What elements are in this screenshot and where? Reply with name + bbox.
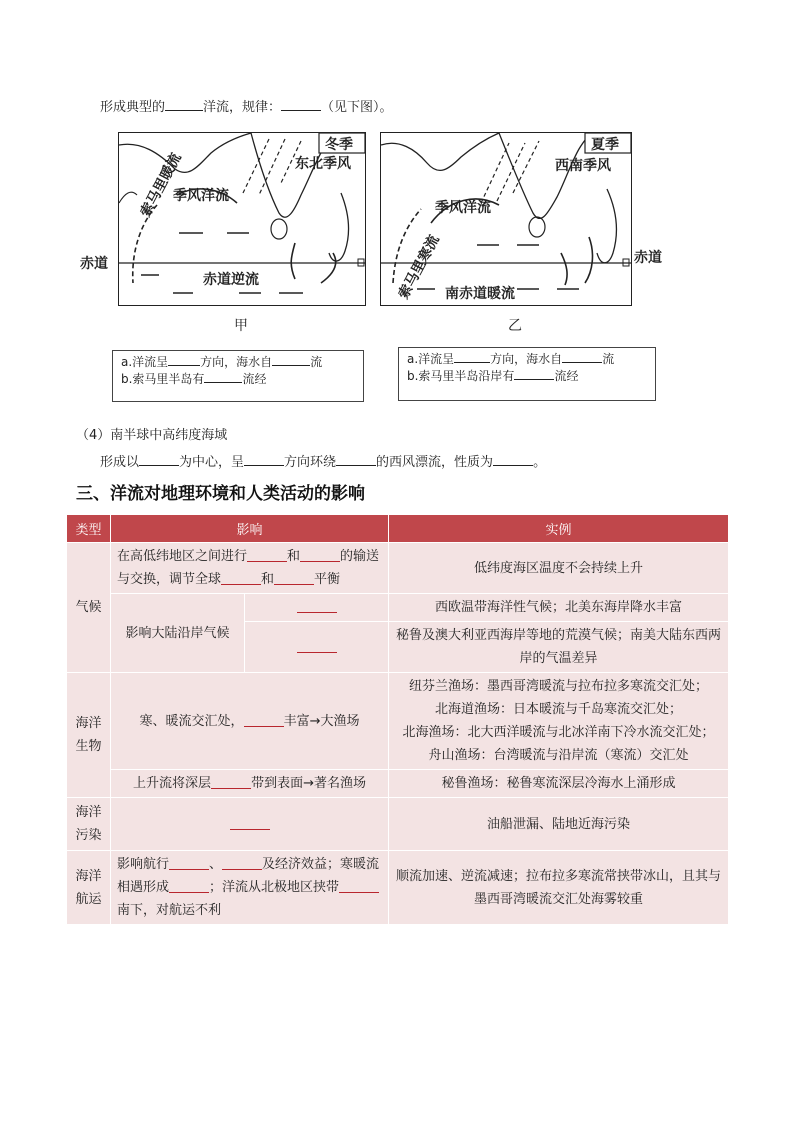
sec4-text: 的西风漂流，性质为: [376, 455, 494, 470]
cell-text: 平衡: [314, 572, 341, 587]
intro-text-1: 形成典型的: [100, 100, 166, 115]
influence-cell: 影响大陆沿岸气候: [111, 594, 245, 673]
sec4-text: 方向环绕: [284, 455, 337, 470]
blank: [274, 570, 314, 585]
equator-label-left: 赤道: [80, 256, 108, 272]
wind-label: 西南季风: [555, 158, 611, 174]
section-heading: 三、洋流对地理环境和人类活动的影响: [76, 484, 365, 504]
note-text: 流经: [242, 372, 267, 386]
intro-text-2: 洋流，规律：: [203, 100, 282, 115]
blank: [281, 97, 321, 111]
wind-label: 东北季风: [295, 156, 351, 172]
map-winter: [118, 132, 366, 306]
somali-current-label: 索马里寒流: [395, 232, 443, 302]
type-cell: 气候: [67, 543, 111, 673]
influence-cell: [111, 770, 389, 798]
season-label: 夏季: [591, 137, 619, 153]
header-type: 类型: [67, 515, 111, 543]
map-label-yi: 乙: [508, 318, 522, 334]
note-box-right: [398, 347, 656, 401]
note-box-left: [112, 350, 364, 402]
table-header-row: [67, 515, 729, 543]
header-influence: 影响: [111, 515, 389, 543]
sec4-text: 。: [533, 455, 547, 470]
cell-text: 带到表面→著名渔场: [251, 776, 366, 791]
influence-cell: [245, 622, 389, 673]
cell-text: 、: [209, 857, 223, 872]
blank: [244, 712, 284, 727]
table-row: [67, 798, 729, 851]
blank: [139, 452, 179, 466]
blank: [222, 855, 262, 870]
example-cell: 顺流加速、逆流减速；拉布拉多寒流常挟带冰山，且其与墨西哥湾暖流交汇处海雾较重: [389, 851, 729, 925]
example-line: 纽芬兰渔场：墨西哥湾暖流与拉布拉多寒流交汇处；: [409, 679, 709, 694]
table-row: [67, 673, 729, 770]
cell-text: 在高低纬地区之间进行: [117, 549, 248, 564]
note-text: b.索马里半岛有: [121, 372, 205, 386]
south-current-label: 南赤道暖流: [445, 286, 515, 302]
influence-cell: [111, 851, 389, 925]
example-cell: 秘鲁渔场：秘鲁寒流深层冷海水上涌形成: [389, 770, 729, 798]
blank: [272, 354, 310, 366]
example-cell: 秘鲁及澳大利亚西海岸等地的荒漠气候；南美大陆东西两岸的气温差异: [389, 622, 729, 673]
type-cell: 海洋生物: [67, 673, 111, 798]
somali-current-label: 索马里暖流: [137, 150, 185, 220]
note-text: 流: [310, 355, 323, 369]
cell-text: 和: [287, 549, 301, 564]
map-summer: [380, 132, 632, 306]
table-row: [67, 594, 729, 622]
blank: [230, 815, 270, 830]
influence-cell: [245, 594, 389, 622]
influence-cell: [111, 798, 389, 851]
equator-label-right: 赤道: [634, 250, 662, 266]
cell-text: ；洋流从北极地区挟带: [209, 880, 340, 895]
type-cell: 海洋污染: [67, 798, 111, 851]
influence-cell: [111, 543, 389, 594]
sec4-line: [100, 451, 546, 470]
blank: [204, 371, 242, 383]
intro-line: [100, 96, 393, 115]
influence-cell: [111, 673, 389, 770]
note-text: 流经: [554, 369, 579, 383]
example-cell: [389, 673, 729, 770]
blank: [168, 354, 200, 366]
note-text: 方向，海水自: [490, 352, 563, 366]
cell-text: 及经济效益；寒暖流相遇形成: [117, 857, 380, 895]
table-row: [67, 851, 729, 925]
note-text: a.洋流呈: [121, 355, 169, 369]
cell-text: 上升流将深层: [133, 776, 212, 791]
season-label: 冬季: [325, 137, 353, 153]
blank: [562, 351, 602, 363]
note-text: b.索马里半岛沿岸有: [407, 369, 515, 383]
cell-text: 南下，对航运不利: [117, 903, 222, 918]
blank: [493, 452, 533, 466]
blank: [169, 855, 209, 870]
blank: [244, 452, 284, 466]
cell-text: 影响航行: [117, 857, 170, 872]
influence-table: [66, 514, 729, 925]
blank: [297, 638, 337, 653]
example-line: 舟山渔场：台湾暖流与沿岸流（寒流）交汇处: [428, 748, 689, 763]
sec4-text: 形成以: [100, 455, 140, 470]
sec4-title: （4）南半球中高纬度海域: [76, 428, 228, 443]
cell-text: 寒、暖流交汇处，: [139, 713, 244, 729]
map-label-jia: 甲: [234, 318, 248, 334]
blank: [514, 368, 554, 380]
blank: [454, 351, 490, 363]
blank: [297, 598, 337, 613]
blank: [300, 547, 340, 562]
type-cell: 海洋航运: [67, 851, 111, 925]
example-line: 北海渔场：北大西洋暖流与北冰洋南下冷水流交汇处；: [402, 725, 715, 740]
monsoon-current-label: 季风洋流: [435, 200, 491, 216]
example-cell: 西欧温带海洋性气候；北美东海岸降水丰富: [389, 594, 729, 622]
blank: [247, 547, 287, 562]
blank: [211, 774, 251, 789]
intro-text-3: （见下图）。: [321, 100, 393, 115]
cell-text: 丰富→大渔场: [283, 713, 360, 729]
blank: [169, 878, 209, 893]
blank: [165, 97, 203, 111]
blank: [336, 452, 376, 466]
blank: [339, 878, 379, 893]
note-text: 方向，海水自: [200, 355, 273, 369]
example-cell: 油船泄漏、陆地近海污染: [389, 798, 729, 851]
sec4-text: 为中心，呈: [179, 455, 245, 470]
example-line: 北海道渔场：日本暖流与千岛寒流交汇处；: [435, 702, 683, 717]
blank: [221, 570, 261, 585]
example-cell: 低纬度海区温度不会持续上升: [389, 543, 729, 594]
header-example: 实例: [389, 515, 729, 543]
note-text: a.洋流呈: [407, 352, 455, 366]
monsoon-current-label: 季风洋流: [173, 188, 229, 204]
table-row: [67, 770, 729, 798]
cell-text: 的输送与交换，调节全球: [117, 549, 380, 587]
cell-text: 和: [261, 572, 275, 587]
table-row: [67, 543, 729, 594]
counter-current-label: 赤道逆流: [203, 272, 259, 288]
note-text: 流: [602, 352, 615, 366]
